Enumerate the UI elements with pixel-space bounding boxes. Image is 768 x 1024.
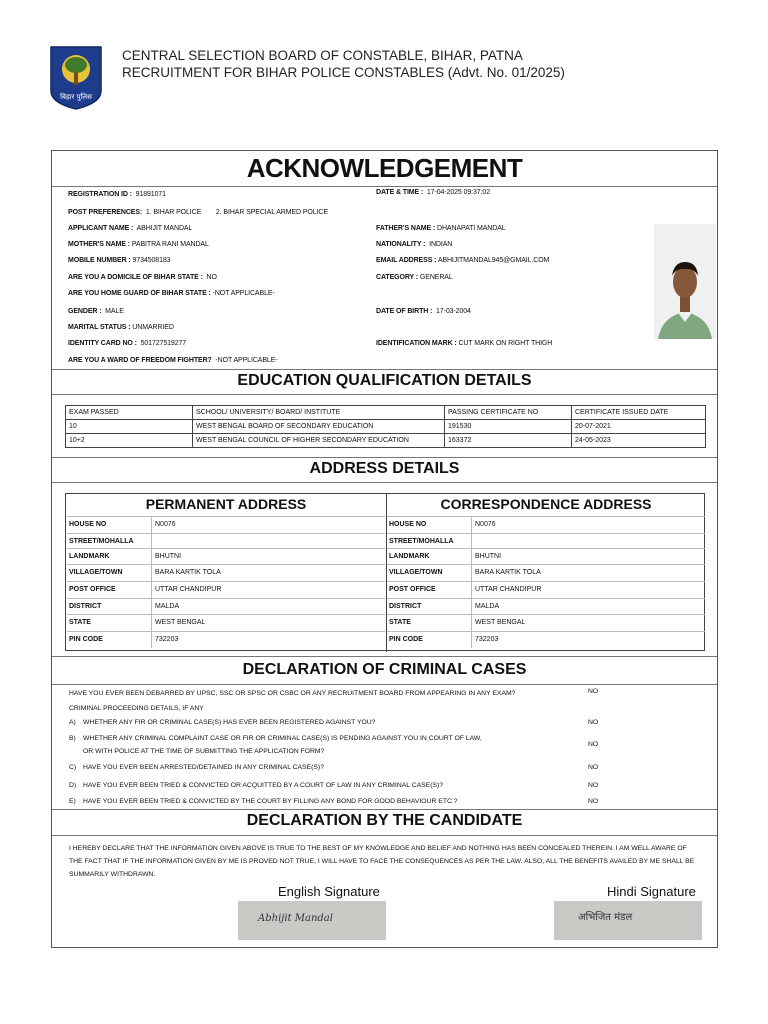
criminal-item-answer: NO: [588, 719, 599, 726]
divider: [52, 656, 717, 657]
father-name-field: FATHER'S NAME : DHANAPATI MANDAL: [376, 225, 506, 232]
english-signature-label: English Signature: [278, 884, 380, 899]
table-cell: WEST BENGAL COUNCIL OF HIGHER SECONDARY EDUCATION: [193, 434, 445, 448]
table-cell: 10: [66, 420, 193, 434]
address-value: BARA KARTIK TOLA: [151, 565, 385, 581]
address-label: DISTRICT: [389, 603, 422, 610]
table-header: PASSING CERTIFICATE NO: [445, 406, 572, 420]
criminal-item-question: WHETHER ANY FIR OR CRIMINAL CASE(S) HAS EVER BEEN REGISTERED AGAINST YOU?: [83, 719, 376, 726]
address-label: POST OFFICE: [69, 586, 116, 593]
address-value: N0076: [471, 517, 705, 533]
table-row: [66, 434, 706, 448]
divider: [52, 394, 717, 395]
criminal-item-answer: NO: [588, 798, 599, 805]
candidate-declaration-title: DECLARATION BY THE CANDIDATE: [246, 812, 523, 829]
table-header: CERTIFICATE ISSUED DATE: [572, 406, 706, 420]
divider: [52, 809, 717, 810]
dob-field: DATE OF BIRTH : 17-03-2004: [376, 308, 471, 315]
table-cell: 163372: [445, 434, 572, 448]
address-row: [67, 516, 385, 533]
identification-mark-field: IDENTIFICATION MARK : CUT MARK ON RIGHT THIGH: [376, 340, 553, 347]
table-cell: 24-05-2023: [572, 434, 706, 448]
address-label: STREET/MOHALLA: [389, 538, 454, 545]
candidate-photo: [654, 224, 716, 339]
address-value: UTTAR CHANDIPUR: [151, 582, 385, 598]
criminal-item-question: WHETHER ANY CRIMINAL COMPLAINT CASE OR FIR OR CRIMINAL CASE(S) IS PENDING AGAINST YOU IN COURT OF LAW,: [83, 735, 482, 742]
address-value: BARA KARTIK TOLA: [471, 565, 705, 581]
address-value: 732203: [151, 632, 385, 648]
address-value: N0076: [151, 517, 385, 533]
address-row: [67, 631, 385, 648]
education-table: [65, 405, 706, 448]
divider: [52, 369, 717, 370]
criminal-item-question: HAVE YOU EVER BEEN ARRESTED/DETAINED IN ANY CRIMINAL CASE(S)?: [83, 764, 324, 771]
post-preferences-field: POST PREFERENCES: 1. BIHAR POLICE 2. BIHAR SPECIAL ARMED POLICE: [68, 209, 328, 216]
address-row: [387, 631, 705, 648]
address-value: MALDA: [151, 599, 385, 615]
address-label: STATE: [69, 619, 91, 626]
debarred-question: HAVE YOU EVER BEEN DEBARRED BY UPSC, SSC OR SPSC OR CSBC OR ANY RECRUITMENT BOARD FROM APPEARING IN ANY EXAM?: [69, 690, 516, 697]
address-label: LANDMARK: [69, 553, 110, 560]
address-value: UTTAR CHANDIPUR: [471, 582, 705, 598]
criminal-item-question: HAVE YOU EVER BEEN TRIED & CONVICTED BY THE COURT BY FILLING ANY BOND FOR GOOD BEHAVIOUR ETC.?: [83, 798, 458, 805]
freedom-fighter-field: ARE YOU A WARD OF FREEDOM FIGHTER? -NOT APPLICABLE-: [68, 357, 278, 364]
acknowledgement-frame: [51, 150, 718, 948]
hindi-signature-label: Hindi Signature: [607, 884, 696, 899]
address-value: MALDA: [471, 599, 705, 615]
table-row: [66, 420, 706, 434]
domicile-field: ARE YOU A DOMICILE OF BIHAR STATE : NO: [68, 274, 217, 281]
education-title: EDUCATION QUALIFICATION DETAILS: [237, 372, 532, 389]
mother-name-field: MOTHER'S NAME : PABITRA RANI MANDAL: [68, 241, 209, 248]
criminal-item-answer: NO: [588, 764, 599, 771]
address-row: [67, 598, 385, 615]
criminal-item-letter: D): [69, 782, 77, 789]
table-header: EXAM PASSED: [66, 406, 193, 420]
divider: [52, 482, 717, 483]
svg-text:बिहार पुलिस: बिहार पुलिस: [60, 93, 92, 101]
header-text: [122, 47, 565, 81]
bihar-police-logo: [49, 45, 103, 111]
address-label: HOUSE NO: [69, 521, 107, 528]
nationality-field: NATIONALITY : INDIAN: [376, 241, 453, 248]
mobile-field: MOBILE NUMBER : 9734508183: [68, 257, 171, 264]
registration-field: REGISTRATION ID : 91891071: [68, 191, 166, 198]
address-label: DISTRICT: [69, 603, 102, 610]
criminal-item-answer: NO: [588, 741, 599, 748]
address-row: [387, 516, 705, 533]
address-label: STATE: [389, 619, 411, 626]
address-value: BHUTNI: [471, 549, 705, 565]
category-field: CATEGORY : GENERAL: [376, 274, 453, 281]
address-label: VILLAGE/TOWN: [389, 569, 443, 576]
hindi-signature-image: [554, 901, 702, 940]
table-cell: 191530: [445, 420, 572, 434]
address-label: HOUSE NO: [389, 521, 427, 528]
address-row: [387, 548, 705, 565]
criminal-item-question: HAVE YOU EVER BEEN TRIED & CONVICTED OR ACQUITTED BY A COURT OF LAW IN ANY CRIMINAL CASE(S)?: [83, 782, 444, 789]
english-signature-text: Abhijit Mandal: [258, 913, 333, 924]
address-row: [67, 614, 385, 631]
address-label: POST OFFICE: [389, 586, 436, 593]
address-value: WEST BENGAL: [471, 615, 705, 631]
criminal-item-letter: C): [69, 764, 77, 771]
criminal-title: DECLARATION OF CRIMINAL CASES: [242, 661, 527, 678]
criminal-item-letter: B): [69, 735, 76, 742]
address-value: WEST BENGAL: [151, 615, 385, 631]
table-header-row: [66, 406, 706, 420]
english-signature-image: [238, 901, 386, 940]
address-row: [67, 548, 385, 565]
address-row: [387, 581, 705, 598]
gender-field: GENDER : MALE: [68, 308, 124, 315]
header-line-2: RECRUITMENT FOR BIHAR POLICE CONSTABLES (Advt. No. 01/2025): [122, 65, 565, 80]
identity-card-field: IDENTITY CARD NO : 501727519277: [68, 340, 187, 347]
marital-status-field: MARITAL STATUS : UNMARRIED: [68, 324, 174, 331]
address-row: [67, 581, 385, 598]
declaration-line-1: I HEREBY DECLARE THAT THE INFORMATION GIVEN ABOVE IS TRUE TO THE BEST OF MY KNOWLEDGE AND BELIEF AND NOTHING HAS BEEN CONCEALED THEREIN. I AM WELL AWARE OF: [69, 845, 687, 852]
criminal-item-question-cont: OR WITH POLICE AT THE TIME OF SUBMITTING THE APPLICATION FORM?: [83, 748, 325, 755]
homeguard-field: ARE YOU HOME GUARD OF BIHAR STATE : -NOT APPLICABLE-: [68, 290, 275, 297]
correspondence-address-title: CORRESPONDENCE ADDRESS: [440, 496, 652, 512]
address-box: [65, 493, 705, 651]
criminal-item-letter: A): [69, 719, 76, 726]
address-value: 732203: [471, 632, 705, 648]
criminal-item-letter: E): [69, 798, 76, 805]
applicant-name-field: APPLICANT NAME : ABHIJIT MANDAL: [68, 225, 193, 232]
header-line-1: CENTRAL SELECTION BOARD OF CONSTABLE, BIHAR, PATNA: [122, 48, 523, 63]
address-title: ADDRESS DETAILS: [309, 460, 460, 477]
debarred-answer: NO: [588, 688, 599, 695]
page-title: ACKNOWLEDGEMENT: [246, 153, 523, 183]
criminal-item-answer: NO: [588, 782, 599, 789]
address-row: [387, 614, 705, 631]
address-value: BHUTNI: [151, 549, 385, 565]
divider: [52, 835, 717, 836]
address-label: PIN CODE: [69, 636, 103, 643]
address-row: [387, 598, 705, 615]
divider: [52, 457, 717, 458]
criminal-sub-heading: CRIMINAL PROCEEDING DETAILS, IF ANY: [69, 705, 204, 712]
permanent-address-title: PERMANENT ADDRESS: [145, 496, 307, 512]
address-label: PIN CODE: [389, 636, 423, 643]
table-cell: 10+2: [66, 434, 193, 448]
address-row: [387, 564, 705, 581]
datetime-field: DATE & TIME : 17-04-2025 09:37:02: [376, 189, 490, 196]
table-cell: 20-07-2021: [572, 420, 706, 434]
table-cell: WEST BENGAL BOARD OF SECONDARY EDUCATION: [193, 420, 445, 434]
declaration-line-3: SUMMARILY WITHDRAWN.: [69, 871, 156, 878]
address-label: STREET/MOHALLA: [69, 538, 134, 545]
divider: [52, 186, 717, 187]
address-label: VILLAGE/TOWN: [69, 569, 123, 576]
email-field: EMAIL ADDRESS : ABHIJITMANDAL945@GMAIL.COM: [376, 257, 550, 264]
address-label: LANDMARK: [389, 553, 430, 560]
declaration-line-2: THE FACT THAT IF THE INFORMATION GIVEN BY ME IS PROVED NOT TRUE, I WILL HAVE TO FACE THE CONSEQUENCES AS PER THE LAW. ALSO, ALL THE BENEFITS AVAILED BY ME SHALL BE: [69, 858, 695, 865]
address-row: [67, 564, 385, 581]
table-header: SCHOOL/ UNIVERSITY/ BOARD/ INSTITUTE: [193, 406, 445, 420]
divider: [52, 684, 717, 685]
hindi-signature-text: अभिजित मंडल: [578, 912, 633, 923]
